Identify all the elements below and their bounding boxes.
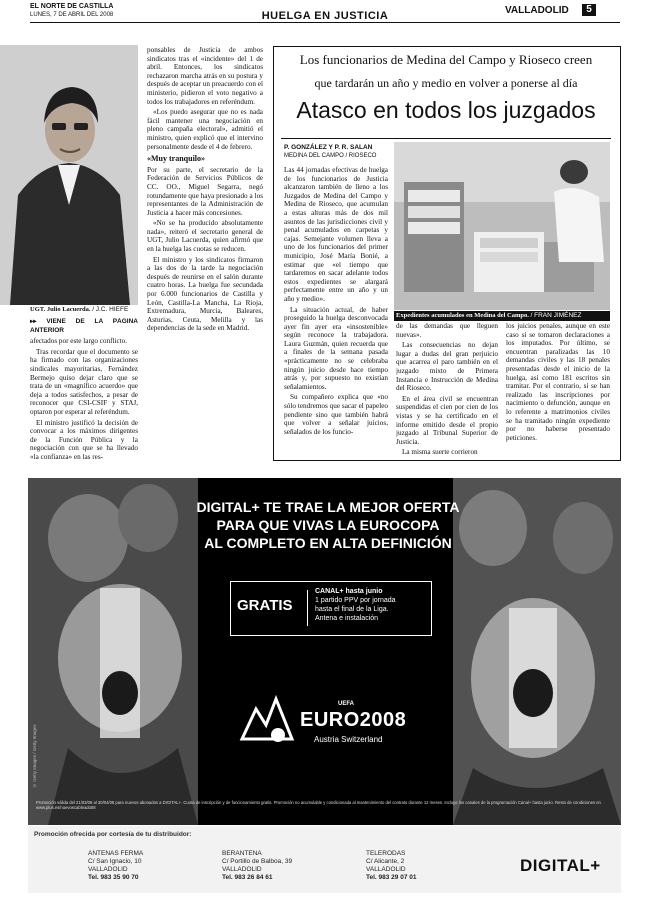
euro2008-mountain-icon: [238, 689, 296, 749]
files-photo-caption-row: [394, 311, 610, 321]
fan-crowd-image-right: [453, 478, 621, 825]
distributor-address: C/ San Ignacio, 10: [88, 858, 142, 865]
portrait-caption-row: [30, 306, 128, 314]
subheading: «Muy tranquilo»: [147, 154, 206, 164]
offer-line: CANAL+ hasta junio: [315, 588, 383, 595]
portrait-photo: [0, 45, 138, 305]
distributor-city: VALLADOLID: [222, 866, 262, 873]
feature-column-b: [396, 322, 498, 456]
paragraph: Tras recordar que el documento se ha firmado con las organizaciones sindicales mayoritarias, Fernández Bermejo quiso dejar claro que se trata de un «magnífico acuerdo» que deja a todos satisfechos, a pesar de reconocer que CSI-CSIF y STAJ, optaron por esperar al referéndum.: [30, 347, 138, 416]
page-number: 5: [582, 4, 596, 16]
distributors-footer: [28, 826, 621, 893]
distributor-phone: Tel. 983 35 90 70: [88, 874, 139, 881]
offer-line: 1 partido PPV por jornada: [315, 597, 396, 604]
headline-rule: [281, 138, 611, 139]
distributor-address: C/ Alicante, 2: [366, 858, 405, 865]
paragraph: Por su parte, el secretario de la Federación de Servicios Públicos de CC. OO., Miguel Segarra, negó rotundamente que haya presionado a los representantes de la Administración de Justicia a hacer más concesiones.: [147, 165, 263, 217]
files-photo: [394, 142, 610, 310]
issue-date: LUNES, 7 DE ABRIL DEL 2008: [30, 12, 114, 18]
paragraph: El ministro justificó la decisión de convocar a los máximos dirigentes de la Función Pública y la negociación con que se ha llevado «la confianza» en las res-: [30, 418, 138, 460]
ad-headline-line: PARA QUE VIVAS LA EUROCOPA: [216, 517, 440, 533]
paragraph: «Los puedo asegurar que no es nada fácil mantener una negociación en pleno campaña electoral», admitió el ministro, quien explicó que el intervino personalmente desde el 4 de febrero.: [147, 108, 263, 151]
files-photo-credit: / FRAN JIMÉNEZ: [530, 312, 582, 319]
paragraph: La situación actual, de haber proseguido la huelga desconvocada ayer fin ayer era «insostenible» según reconoce la trabajadora. Laura Guzmán, quien recuerda que a finales de la semana pasada «prácticamente no se celebraba ningún juicio desde hace tiempo atrás y, por supuesto no existían señalamientos.: [284, 305, 388, 391]
feature-column-c: [506, 322, 610, 456]
files-photo-caption: Expedientes acumulados en Medina del Campo.: [396, 312, 529, 319]
host-countries: Austria Switzerland: [314, 735, 383, 744]
article-column-2: [147, 46, 263, 460]
stacked-files-illustration: [394, 142, 610, 310]
paragraph: La misma suerte corrieron: [402, 448, 478, 456]
ad-headline-line: AL COMPLETO EN ALTA DEFINICIÓN: [204, 535, 452, 551]
paragraph: de las demandas que lleguen nuevas».: [396, 322, 498, 339]
photo-credit-vertical: © Getty Images / Getty Images: [32, 724, 37, 788]
ad-headline: [178, 498, 478, 552]
paragraph: Las consecuencias no dejan lugar a dudas del gran perjuicio que acarrea el paro también en el juzgado mixto de Primera Instancia e Instrucción de Medina del Rioseco.: [396, 341, 498, 393]
fan-crowd-image-left: [28, 478, 198, 825]
paragraph: «No se ha producido absolutamente nada», reiteró el secretario general de UGT, Julio Lacuerda, quien afirmó que en la huelga las cuotas se reducen.: [147, 219, 263, 254]
paragraph: ponsables de Justicia de ambos sindicatos tras el «incidente» del 1 de abril. Entonces, los sindicatos rechazaron marcha atrás en su postura y después de aceptar un preacuerdo con el ministerio, pidieron el voto negativo a todos los trabajadores en referéndum.: [147, 46, 263, 106]
feature-headline: Atasco en todos los juzgados: [296, 97, 596, 123]
distributor-phone: Tel. 983 29 07 01: [366, 874, 417, 881]
gratis-label: GRATIS: [237, 597, 293, 614]
uefa-label: UEFA: [338, 701, 355, 707]
man-in-suit-illustration: [0, 45, 138, 305]
continued-from-label: ▸▸ VIENE DE LA PÁGINA ANTERIOR: [30, 318, 138, 334]
distributors-intro: Promoción ofrecida por cortesía de tu distribuidor:: [34, 831, 192, 838]
ad-headline-line: DIGITAL+ TE TRAE LA MEJOR OFERTA: [196, 499, 460, 515]
paragraph: Su compañero explica que «no sólo tendremos que sacar el papeleo pendiente sino que también habrá que volver a señalar juicios, señalados de los funcio-: [284, 393, 388, 436]
distributor-card: [222, 850, 292, 882]
distributor-city: VALLADOLID: [366, 866, 406, 873]
digital-plus-advertisement[interactable]: [28, 478, 621, 825]
offer-divider: [307, 590, 308, 626]
section-title: HUELGA EN JUSTICIA: [261, 10, 389, 22]
distributor-card: [366, 850, 416, 882]
header-rule: [30, 22, 620, 23]
distributor-card: [88, 850, 143, 882]
newspaper-name: EL NORTE DE CASTILLA: [30, 3, 114, 10]
distributor-address: C/ Portillo de Balboa, 39: [222, 858, 293, 865]
distributor-phone: Tel. 983 26 84 61: [222, 874, 273, 881]
distributor-city: VALLADOLID: [88, 866, 128, 873]
digital-plus-logo: DIGITAL+: [520, 856, 601, 875]
feature-byline-place: MEDINA DEL CAMPO / RIOSECO: [284, 153, 377, 159]
paragraph: afectados por este largo conflicto.: [30, 337, 128, 346]
ad-legal-text: Promoción válida del 21/03/08 al 30/04/08 para nuevos abonados a DIGITAL+. Cuota de inscripción y de funcionamiento gratis. Promoción no acumulable y condicionada al mantenimiento del contrato durante 12 meses. Incluye los canales de la programación Canal+ hasta junio. Resto de condiciones en www.plus.es/nuevoscableado08: [36, 800, 601, 810]
offer-details: [315, 587, 396, 623]
offer-line: hasta el final de la Liga.: [315, 606, 389, 613]
paragraph: El ministro y los sindicatos firmaron a las dos de la tarde la negociación después de reunirse en el salón durante cuatro horas. La huelga fue secundada por 6.000 funcionarios de Castilla y León, Castilla-La Mancha, La Rioja, Extremadura, Murcia, Baleares, Asturias, Ceuta, Melilla y las dependencias de la sede en Madrid.: [147, 255, 263, 333]
euro2008-wordmark: EURO2008: [300, 709, 407, 731]
feature-kicker: Los funcionarios de Medina del Campo y Rioseco creen: [299, 52, 593, 67]
paragraph: En el área civil se encuentran suspendidas el cien por cien de los vistas y se ha certificado en el informe emitido desde el propio juzgado al Tribunal Superior de Justicia.: [396, 394, 498, 446]
face-painted-fan-illustration: [453, 478, 621, 825]
feature-column-a: [284, 166, 388, 456]
paragraph: Las 44 jornadas efectivas de huelga de los funcionarios de Justicia alcanzaron también de lleno a los Juzgados de Medina del Campo y Medina de Rioseco, que acumulan a estas alturas más de dos mil asuntos de las jurisdicciones civil y penal acumulados en carpetas y cajas. Semejante volumen lleva a uno de los funcionarios del primer municipio, José María Bonié, a estimar que «el tiempo que tardaremos en sacar adelante todos estos expedientes se alargará perfectamente entre un año y un año y medio».: [284, 166, 388, 303]
paragraph: los juicios penales, aunque en este caso sí se tomaron declaraciones a los imputados. Por último, se encuentran paralizadas las 10 demandas civiles y las 18 penales presentadas desde el inicio de la huelga, así como 181 escritos sin tramitar. Por el contrario, sí se han realizado las inscripciones por nacimiento o defunción, aunque en lo referente a matrimonios civiles se ha tramitado ningún expediente por no haberse presentado peticiones.: [506, 322, 610, 442]
distributor-name: TELERODAS: [366, 850, 406, 857]
face-painted-fan-illustration: [28, 478, 198, 825]
portrait-credit: / J.C. HIEFE: [92, 306, 129, 313]
distributor-name: BERANTENA: [222, 850, 262, 857]
feature-deck: que tardarán un año y medio en volver a ponerse al día: [314, 76, 578, 90]
article-column-1: [30, 318, 138, 460]
portrait-caption: UGT. Julio Lacuerda.: [30, 306, 91, 313]
feature-byline: P. GONZÁLEZ Y P. R. SALAN: [284, 144, 373, 151]
distributor-name: ANTENAS FERMA: [88, 850, 144, 857]
offer-box: [230, 581, 432, 636]
euro2008-logo: [238, 681, 428, 761]
offer-line: Antena e instalación: [315, 615, 379, 622]
city-label: VALLADOLID: [505, 5, 569, 16]
